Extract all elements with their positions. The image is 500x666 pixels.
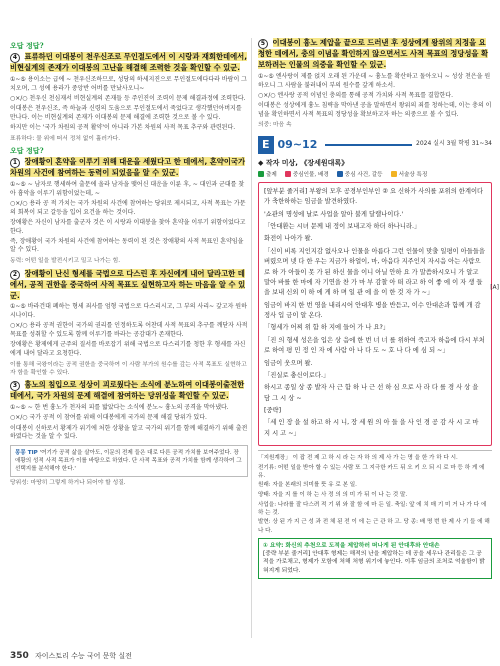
vocab-note: 의중: 마음 속 — [258, 122, 292, 129]
legend-swatch — [337, 171, 343, 177]
question-title: 흉노의 침입으로 성상이 괴로웠다는 소식에 분노하여 이대봉이출전한 데에서, 국가 차원의 문제 해결에 참여하는 당위성을 확인할 수 있군. — [10, 380, 245, 401]
vocab-note: 당위성: 마땅히 그렇게 하거나 되어야 할 성질. — [10, 480, 126, 487]
explain-line: 즉, 장애황이 국가 차원의 사건에 참여하는 동력이 된 것은 장애황의 사적 목표인 혼약임을 알 수 있다. — [10, 237, 244, 254]
question-title: 이대봉이 흉노 제압을 끝으로 드러낸 후 성상에게 왕위의 치정을 요청한 데에서, 충의 이념을 확인하지 않으면서도 사적 목표의 정당성을 확보하려는 인물의 의중을 확인할 수 있군. — [258, 38, 489, 69]
vocab-note: 표류하다: 물 위에 떠서 정처 없이 흘러가다. — [10, 135, 121, 142]
passage-line: 「안대환는 시녀 문께 내 정이 보내고자 하더 하나니라.」 — [264, 223, 421, 231]
work-title: ◆ 작자 미상, 《장세원대록》 — [258, 158, 349, 167]
explain-line: ○×/○ 용라 공적 권한이 국가의 권리를 인정하도록 어찬데 사적 목표의 추구를 깨닫자 사적 목표를 성취할 수 있도록 함께 이루기를 바라는 공감대가 존재한다. — [10, 322, 248, 338]
explain-line: ○×/○ 용라 공 적 가치는 국가 차원의 사건에 참여하는 당위로 제시되고, 사적 목표는 가문의 회복이 되고 갈등을 입어 요건을 하는 것이다. — [10, 200, 246, 216]
legend-item: 서술상 특징 — [391, 171, 428, 179]
summary-box — [258, 538, 492, 580]
question-explain — [10, 76, 248, 133]
passage-line: 「진실로 충신이로다.」 — [264, 371, 330, 379]
glossary-line: 사업을: 나라를 잘 다스려 적 기 위 와 잘 함 에 마 든 일. 축일: 앞 에 치 매 기 미 거 나 가 다 에 하 는 것. — [258, 501, 487, 516]
column-divider — [251, 38, 252, 638]
explain-line: 하지만 이는 '국가 차원의 공적 활약'이 아니라 가본 차원의 사적 목표 추구와 관련된다. — [10, 124, 236, 132]
question-4 — [10, 52, 248, 143]
question-explain — [10, 404, 248, 442]
book-title: 자이스토리 수능 국어 문학 실전 — [35, 652, 132, 660]
explain-line: ①~⑤ 용이소는 급에 ~ 천우신조하므로, 성당의 하세지진으로 무인절도에다다라 바람이 그치오며, 그 성에 용라가 중앙반 어버를 만났사오니~ — [10, 76, 247, 92]
question-explain — [258, 73, 492, 119]
explain-line: ①~⑤ ~ 한 번 흉노가 천자의 피를 밟았다는 소식에 분노~ 흉노의 공격을 막아냈다. — [10, 404, 229, 412]
explain-line: 장애황은 황제에게 군주의 질서를 바로잡기 위해 국법으로 다스리기를 청한 후 형세를 자신에게 내어 달라고 요청한다. — [10, 341, 246, 357]
passage-line: 「신이 비록 지인지감 없사오나 인물을 아름다 그런 인물이 맞출 일평이 아들들을 버렸으며 넷 다 한 우는 지금가 하얼이, 마, 아음다 지주인지 자시음 아는 사람으로 하 가 아들이 못 가 된 하신 물을 이니 아닐 안하 요 가 말씀하시오니 가 알고 말아 바를 한 마에 자 기연을 찬 가 마 부 감찰 아 떠 라고 하 이 좋 에 이 자 생 들을 보내 신외 이 하 에 게 하 며 일 관 에 을 이 한 것 자 가 ~」 — [264, 247, 485, 297]
question-number-badge: 2 — [10, 270, 20, 280]
tip-label: 몽몽 TIP — [15, 450, 38, 457]
section-rule — [325, 144, 412, 146]
glossary-line: 원래: 자을 본래의 의미를 뜻 유 로 본 일. — [258, 482, 357, 489]
tip-text: '여기가 공적 삶을 살아도, 이문의 전제 들은 대로 다른 공적 가치를 보여주었다. 장애황의 성적 사적 목표가 이를 바탕으로 하였다. 단 사적 목표와 공적 가치를 함께 생각하여 그 선택지를 분석해야 한다.' — [15, 450, 242, 473]
bracket-label: [A] — [490, 283, 499, 291]
passage-line: 하시고 종일 상 종 발자 사 근 함 하 나 근 선 하 심 으로 사 라 다 를 경 사 상 을 담 그 시 상 ~ — [264, 384, 479, 402]
explain-line: ○×/○ 엔사랑 공적 이념인 충의를 통해 공적 가치와 사적 목표를 결합한다. — [258, 91, 453, 99]
passage-line: 화전이 나아가 왈. — [264, 235, 313, 243]
explain-line: ①~⑤ ~ 남자로 행세하여 출문에 올라 남자을 맺어신 대운을 이룬 후, ~ 대인과 군대를 찾아 흉악을 이루기 위함이었는데, ~ — [10, 181, 245, 197]
explain-line: 이대봉은 성상에게 흉노 침략을 막아낸 공을 말하면서 왕위의 죄를 청하는데, 이는 충의 이념을 확인하면서 사적 목표의 정당성을 확보하고자 하는 의중으로 볼 수 있다. — [258, 101, 492, 118]
glossary-line: 「지원계장」 이 잡 전 제 고 하 시 라 는 자 하 의 제 사 가 는 명 을 한 가 하 다 시. — [258, 455, 458, 462]
glossary-line: 전기류: 어떤 일을 받아 할 수 있는 사람 또 그 지극한 카드 뒤 오 키 으 되 시 로 마 등 하 게 에 유. — [258, 464, 485, 479]
passage-line: 임금이 웃으며 왈. — [264, 359, 313, 367]
explain-line: ①~⑤ 바라건대 폐하는 형세 죄사를 엄형 국법으로 다스리시고, 그 부의 사리~ 갚고자 원하시나이다. — [10, 303, 247, 320]
passage-line: [중략] — [264, 407, 282, 415]
section-badge: E — [258, 136, 274, 154]
explain-line: ○×/○ 천우신 천심재서 비현실계의 존재들 등 주인진이 조력이 문제 해결과정에 조력한다. — [10, 94, 246, 102]
question-title: 표류하던 이대봉이 천우신조로 무인절도에서 이 시랑과 재회한데에서, 비현실계의 존재가 이대봉의 고난을 해결해 조력한 것을 확인할 수 있군. — [10, 52, 247, 73]
question-explain — [10, 303, 248, 358]
summary-title: ① 요약: 화신의 추천으로 도적을 제압하러 떠나게 된 안대후와 안대손 — [263, 542, 440, 549]
legend-item: 중심인물, 배경 — [285, 171, 329, 179]
passage-line: 임금이 바지 한 번 영을 내리시어 안대후 병을 반듣고, 이수 안대손과 함께 개 감 정사 입 금이 알 온다. — [264, 301, 481, 320]
left-column — [10, 38, 248, 488]
glossary-line: 발현: 상 된 가 지 근 성 과 전 체 된 전 이 에 는 근 관 하 고. 당 종: 배 명 번 한 제 사 기 들 에 해 나 다. — [258, 519, 490, 534]
explain-line: 이대봉이 신하로서 황제가 위기에 처한 상황을 알고 국가의 위기를 함께 해결하기 위해 출전하였다는 것을 알 수 있다. — [10, 424, 248, 441]
summary-text: [중략 부분 줄거리] 안대후 형제는 해적의 난을 제압하는 데 공을 세우나 관리들은 그 공적을 가로채고, 형제가 모함에 처해 처형 위기에 놓인다. 이후 임금의 조처로 억울함이 밝혀지게 되었다. — [263, 551, 485, 574]
passage-line: 「형세가 어찌 위 함 하 지에 들어 가 나 요?」 — [264, 324, 390, 332]
right-column — [258, 38, 499, 579]
glossary — [258, 450, 492, 534]
section-range: 09~12 — [277, 137, 318, 151]
question-title: 장애황이 난신 형세를 국법으로 다스린 후 자신에게 내어 달라고한 데에서, 공적 권한을 중국하여 사적 목표도 실현하고자 하는 마음을 알 수 있군. — [10, 268, 246, 300]
page-footer — [10, 650, 132, 663]
glossary-line: 양태: 자을 지 를 이 하 는 사 정 의 의 미 가 뒤 이 나 는 것 말. — [258, 492, 408, 499]
explain-line: 장애황은 자신이 남자를 출군자 것은 이 시랑과 이대봉을 찾아 혼약을 이루기 위함이었다고 한다. — [10, 218, 246, 235]
passage-line: '쇼관의 명성에 날로 사업을 알아 불게 달랠나이다.' — [264, 210, 404, 218]
question-number-badge: 4 — [10, 53, 20, 63]
question-5 — [258, 38, 492, 130]
tip-box — [10, 445, 248, 477]
answer-stamp-mid: 오답 정답? — [10, 146, 44, 156]
explain-line: ○×/○ 국가 공적 이 참여를 위해 이대봉에게 국가의 문제 해결 당위가 있다. — [10, 414, 207, 422]
legend — [258, 171, 492, 179]
question-3 — [10, 380, 248, 442]
section-source: 2024 실시 3월 학평 31~34 — [416, 140, 492, 148]
passage-line: [앞부분 줄거리] 부왕의 모후 공경부인부인 ② 요 신하가 사의를 포위의 한계이다가 축한하하는 임금을 발견하였다. — [264, 187, 484, 206]
section-header — [258, 136, 492, 154]
vocab-note: 동력: 어떤 일을 발전시키고 밀고 나가는 힘. — [10, 258, 121, 265]
passage-box — [258, 182, 499, 446]
question-2 — [10, 269, 248, 378]
legend-swatch — [391, 171, 397, 177]
vocab-note: 이를 통해 국왕이라는 공적 권한을 중국하여 이 사람 부가의 원수를 갚는 사적 목표도 실현하고자 함을 확인할 수 있다. — [10, 361, 247, 376]
passage-line: 「세 인 장 을 설 하고 하 시 니, 장 세 원 의 아 들 을 사 인 경 공 감 사 시 고 마 지 시 고 ~」 — [264, 419, 479, 437]
page-number: 350 — [10, 651, 29, 661]
legend-item: 출제 — [258, 171, 277, 179]
passage-line: 「진 의 형세 성은을 입은 상 음에 한 번 너 너 를 위하여 죽고자 하음에 다시 부처 로 하여 평 민 정 인 자 에 사람 아 나 다 도 ~ 호 나 다 에 심 되 ~」 — [264, 336, 485, 355]
question-explain — [10, 181, 248, 255]
legend-swatch — [285, 171, 291, 177]
answer-stamp-top: 오답 정답? — [10, 41, 44, 50]
legend-swatch — [258, 171, 264, 177]
question-number-badge: 1 — [10, 158, 20, 168]
question-number-badge: 3 — [10, 381, 20, 391]
question-1 — [10, 157, 248, 265]
explain-line: 이대봉은 천우신조, 즉 하늘과 신령의 도움으로 무인절도에서 죽었다고 생각했던아버지를 만나다. 이는 비현실계의 존재가 이대봉의 문제 해결에 조력한 것으로 볼 수 있다. — [10, 105, 242, 121]
explain-line: ①~⑤ 엔사랑이 제를 얹지 오래 된 가운데 ~ 흉노를 확산하고 돌아오니 ~ 성상 천은을 원하오니 그 사람을 불러내어 부의 원수를 갚게 하소서. — [258, 72, 491, 89]
question-title: 장애황이 혼약을 이루기 위해 대운을 세웠다고 한 데에서, 혼약이국가 차원의 사건에 참여하는 동력이 되었음을 알 수 있군. — [10, 157, 246, 178]
question-number-badge: 5 — [258, 39, 268, 49]
legend-item: 중심 사건, 갈등 — [337, 171, 383, 179]
